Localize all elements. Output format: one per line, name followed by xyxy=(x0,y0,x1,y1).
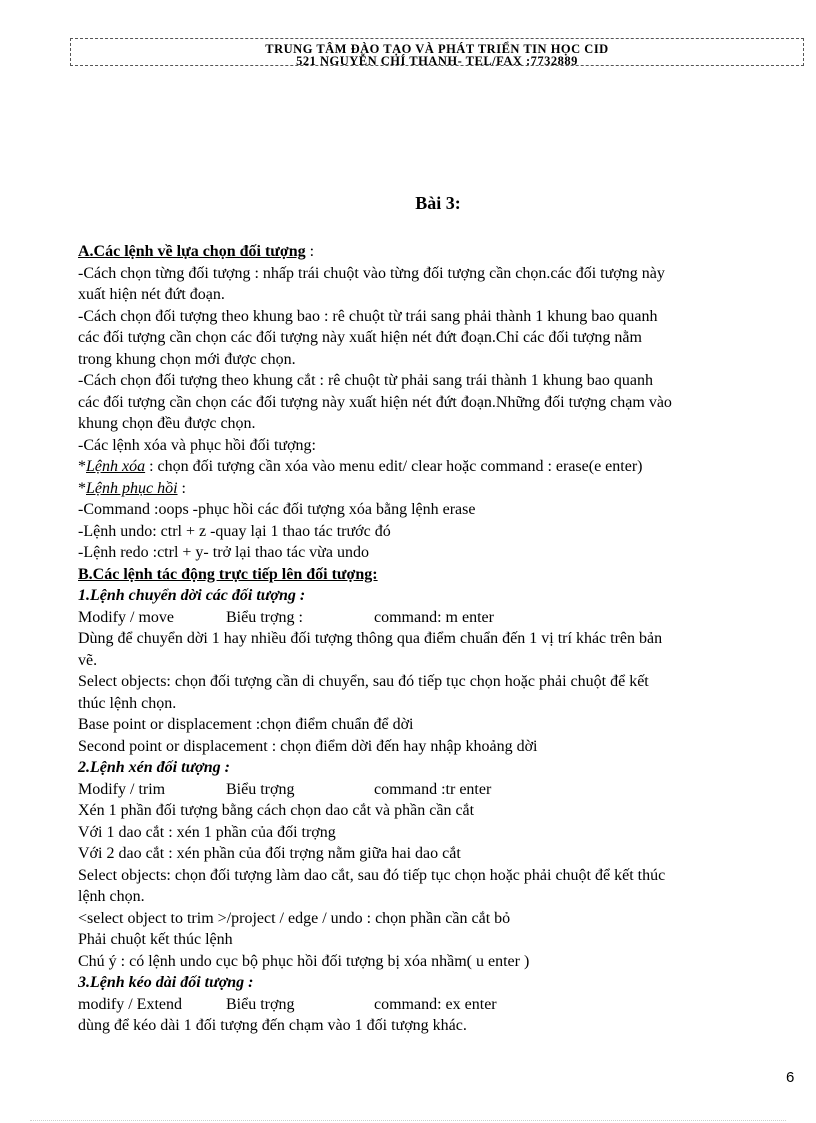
trim-command-row: Modify / trim Biểu trợng command :tr enter xyxy=(78,780,492,798)
page-number: 6 xyxy=(786,1069,795,1086)
text-line: Phải chuột kết thúc lệnh xyxy=(78,931,233,948)
text-line: các đối tượng cần chọn các đối tượng này xuất hiện nét đứt đoạn.Chỉ các đối tượng nằm xyxy=(78,329,642,346)
text-line: -Cách chọn từng đối tượng : nhấp trái chuột vào từng đối tượng cần chọn.các đối tượng này xyxy=(78,264,665,282)
text-line: <select object to trim >/project / edge / undo : chọn phần cần cắt bỏ xyxy=(78,909,511,927)
text-line: -Command :oops -phục hồi các đối tượng xóa bằng lệnh erase xyxy=(78,501,476,518)
text-line: Second point or displacement : chọn điểm dời đến hay nhập khoảng dời xyxy=(78,737,538,755)
text-line: lệnh chọn. xyxy=(78,888,145,905)
trim-heading: 2.Lệnh xén đối tượng : xyxy=(78,759,230,776)
text-line: -Lệnh undo: ctrl + z -quay lại 1 thao tác trước đó xyxy=(78,522,391,540)
move-heading: 1.Lệnh chuyển dời các đối tượng : xyxy=(78,587,306,604)
text-line: dùng để kéo dài 1 đối tượng đến chạm vào 1 đối tượng khác. xyxy=(78,1017,467,1034)
trim-lines xyxy=(78,800,798,972)
text-line: -Các lệnh xóa và phục hồi đối tượng: xyxy=(78,436,316,454)
header-center-name: TRUNG TÂM ĐÀO TẠO VÀ PHÁT TRIỂN TIN HỌC CID xyxy=(265,42,609,56)
section-a-lines xyxy=(78,263,798,457)
text-line: Select objects: chọn đối tượng làm dao cắt, sau đó tiếp tục chọn hoặc phải chuột để kết thúc xyxy=(78,866,666,884)
text-line: Xén 1 phần đối tượng bằng cách chọn dao cắt và phần cần cắt xyxy=(78,802,475,819)
text-line: -Lệnh redo :ctrl + y- trở lại thao tác vừa undo xyxy=(78,544,369,561)
text-line: Base point or displacement :chọn điểm chuẩn để dời xyxy=(78,716,414,733)
lesson-title: Bài 3: xyxy=(415,193,461,213)
header-address: 521 NGUYỄN CHÍ THANH- TEL/FAX :7732889 xyxy=(296,54,578,68)
document-body xyxy=(78,241,798,1037)
section-b-heading: B.Các lệnh tác động trực tiếp lên đối tượng: xyxy=(78,565,378,583)
text-line: khung chọn đều được chọn. xyxy=(78,415,256,432)
extend-heading: 3.Lệnh kéo dài đối tượng : xyxy=(78,974,254,991)
text-line: vẽ. xyxy=(78,651,98,669)
text-line: các đối tượng cần chọn các đối tượng này xuất hiện nét đứt đoạn.Những đối tượng chạm vào xyxy=(78,393,672,411)
text-line: Với 2 dao cắt : xén phần của đối trợng nằm giữa hai dao cắt xyxy=(78,845,461,862)
text-line: Select objects: chọn đối tượng cần di chuyển, sau đó tiếp tục chọn hoặc phải chuột để kết xyxy=(78,673,649,690)
delete-command-line: *Lệnh xóa : chọn đối tượng cần xóa vào menu edit/ clear hoặc command : erase(e enter) xyxy=(78,458,643,475)
extend-command-row: modify / Extend Biểu trợng command: ex enter xyxy=(78,995,497,1013)
restore-command-line: *Lệnh phục hồi : xyxy=(78,479,186,497)
page-header xyxy=(70,38,804,66)
text-line: thúc lệnh chọn. xyxy=(78,694,177,712)
text-line: -Cách chọn đối tượng theo khung bao : rê chuột từ trái sang phải thành 1 khung bao quanh xyxy=(78,307,658,325)
restore-lines xyxy=(78,499,798,564)
move-command-row: Modify / move Biểu trợng : command: m enter xyxy=(78,608,494,626)
section-a-heading: A.Các lệnh về lựa chọn đối tượng : xyxy=(78,243,315,260)
text-line: -Cách chọn đối tượng theo khung cắt : rê chuột từ phải sang trái thành 1 khung bao quanh xyxy=(78,372,654,389)
text-line: Chú ý : có lệnh undo cục bộ phục hồi đối tượng bị xóa nhầm( u enter ) xyxy=(78,952,530,970)
text-line: xuất hiện nét đứt đoạn. xyxy=(78,286,225,303)
extend-lines xyxy=(78,1015,798,1037)
footer-divider xyxy=(30,1120,786,1121)
move-lines xyxy=(78,628,798,757)
text-line: Dùng để chuyển dời 1 hay nhiều đối tượng thông qua điểm chuẩn đến 1 vị trí khác trên bản xyxy=(78,630,663,647)
text-line: trong khung chọn mới được chọn. xyxy=(78,350,296,368)
text-line: Với 1 dao cắt : xén 1 phần của đối trợng xyxy=(78,823,336,841)
